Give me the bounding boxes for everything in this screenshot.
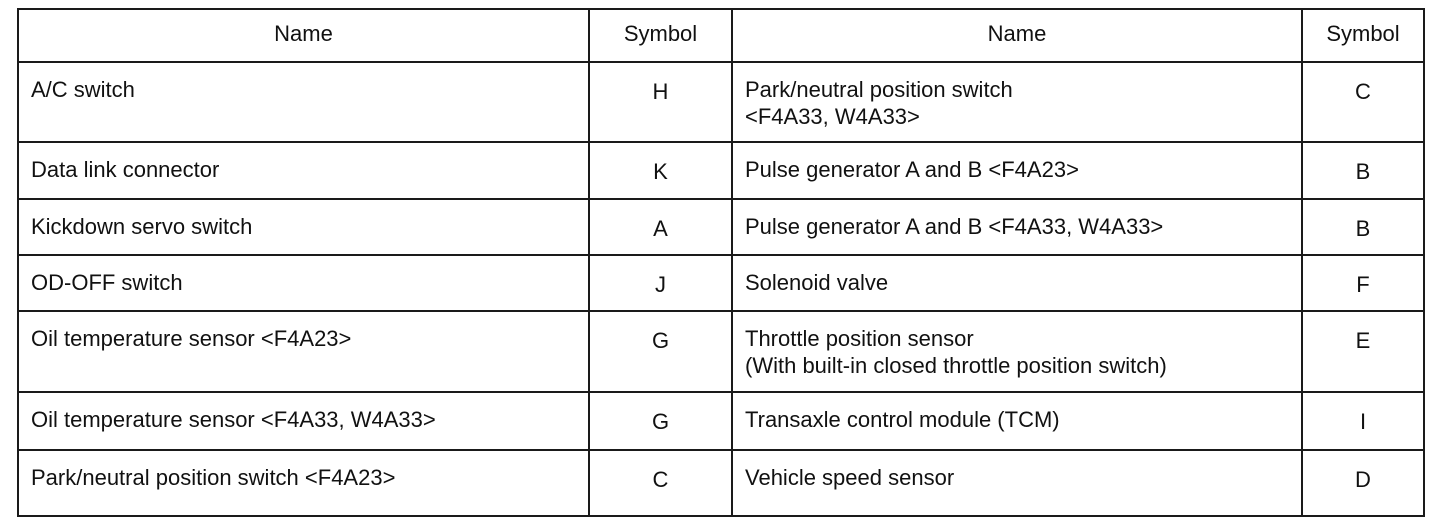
right-name-text: Vehicle speed sensor: [745, 465, 955, 490]
right-name-text-line2: (With built-in closed throttle position switch): [745, 353, 1167, 378]
right-name-text: Throttle position sensor: [745, 326, 974, 351]
right-symbol-cell: B: [1302, 199, 1424, 255]
left-name-cell: [18, 199, 589, 255]
left-name-cell: [18, 142, 589, 199]
right-name-text: Transaxle control module (TCM): [745, 407, 1060, 432]
right-name-text: Pulse generator A and B <F4A33, W4A33>: [745, 214, 1164, 239]
table-row: [18, 311, 1424, 392]
left-name-text: Oil temperature sensor <F4A23>: [31, 326, 352, 351]
table-row: [18, 255, 1424, 311]
right-name-text: Pulse generator A and B <F4A23>: [745, 157, 1079, 182]
left-name-text: Data link connector: [31, 157, 220, 182]
right-symbol-cell: E: [1302, 311, 1424, 392]
right-name-cell: [732, 392, 1302, 450]
header-name-right: Name: [732, 9, 1302, 62]
table-header-row: [18, 9, 1424, 62]
left-name-cell: [18, 62, 589, 142]
header-symbol-left: Symbol: [589, 9, 732, 62]
right-symbol-cell: D: [1302, 450, 1424, 516]
left-name-cell: [18, 392, 589, 450]
right-symbol-cell: B: [1302, 142, 1424, 199]
table-row: [18, 450, 1424, 516]
table-row: [18, 62, 1424, 142]
right-name-text-line2: <F4A33, W4A33>: [745, 104, 920, 129]
component-symbol-table: [17, 8, 1425, 517]
table-row: [18, 392, 1424, 450]
left-symbol-cell: G: [589, 311, 732, 392]
left-name-text: A/C switch: [31, 77, 135, 102]
right-name-cell: [732, 450, 1302, 516]
left-symbol-cell: H: [589, 62, 732, 142]
left-symbol-cell: J: [589, 255, 732, 311]
left-symbol-cell: C: [589, 450, 732, 516]
right-name-cell: [732, 142, 1302, 199]
left-symbol-cell: A: [589, 199, 732, 255]
right-name-cell: [732, 311, 1302, 392]
right-name-text: Park/neutral position switch: [745, 77, 1013, 102]
left-name-cell: [18, 255, 589, 311]
right-symbol-cell: F: [1302, 255, 1424, 311]
left-name-cell: [18, 450, 589, 516]
left-name-text: OD-OFF switch: [31, 270, 183, 295]
right-name-cell: [732, 199, 1302, 255]
left-name-text: Park/neutral position switch <F4A23>: [31, 465, 396, 490]
left-name-text: Kickdown servo switch: [31, 214, 253, 239]
right-name-cell: [732, 255, 1302, 311]
left-name-text: Oil temperature sensor <F4A33, W4A33>: [31, 407, 436, 432]
table-row: [18, 199, 1424, 255]
left-symbol-cell: G: [589, 392, 732, 450]
header-symbol-right: Symbol: [1302, 9, 1424, 62]
right-name-cell: [732, 62, 1302, 142]
left-name-cell: [18, 311, 589, 392]
left-symbol-cell: K: [589, 142, 732, 199]
right-symbol-cell: C: [1302, 62, 1424, 142]
right-symbol-cell: I: [1302, 392, 1424, 450]
header-name-left: Name: [18, 9, 589, 62]
right-name-text: Solenoid valve: [745, 270, 889, 295]
component-table-sheet: [17, 8, 1423, 522]
table-row: [18, 142, 1424, 199]
